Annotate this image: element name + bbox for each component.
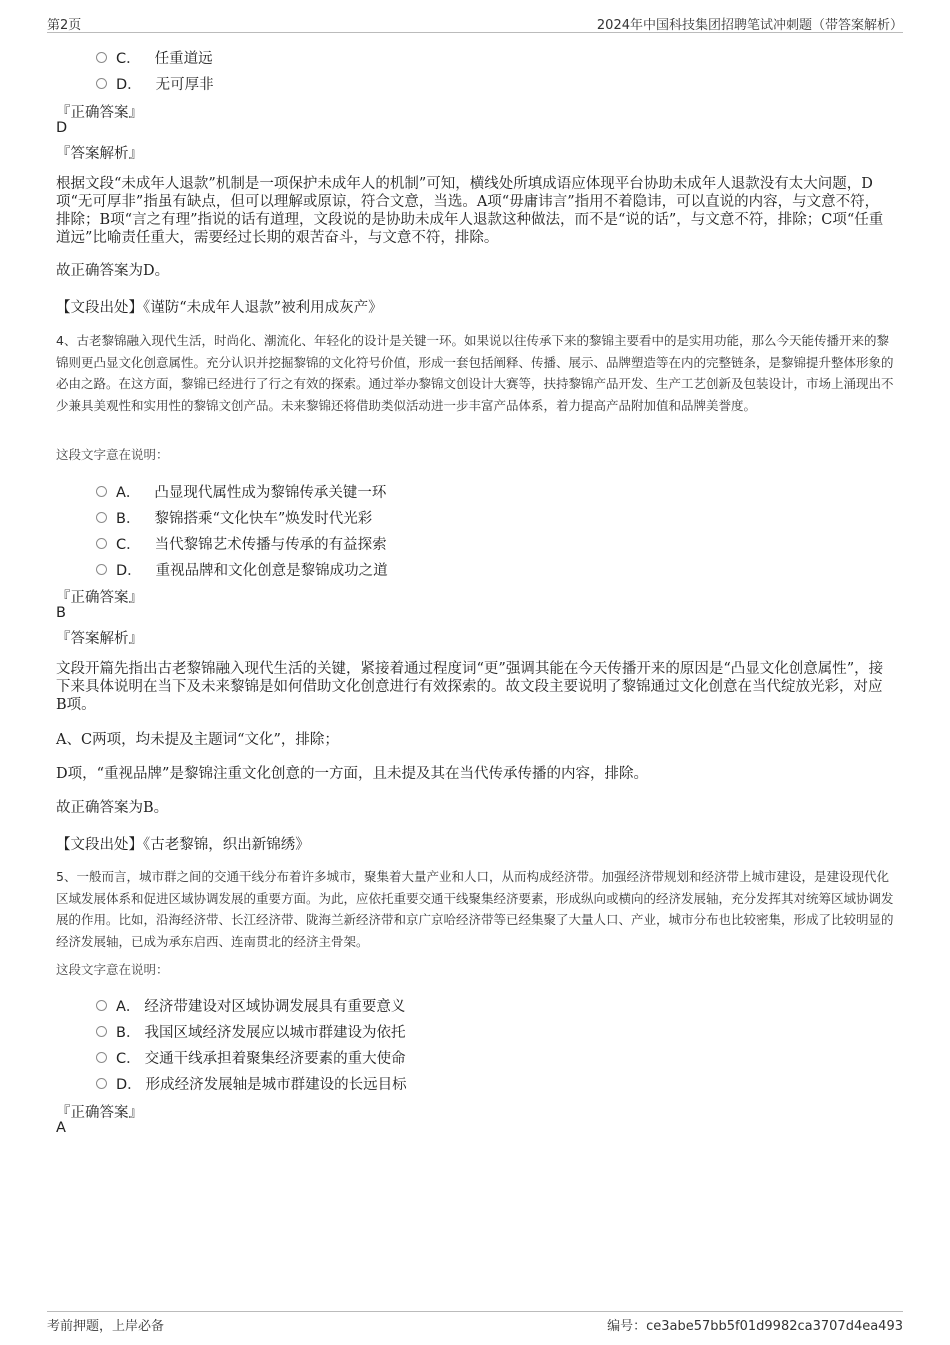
option-d[interactable]: D． 形成经济发展轴是城市群建设的长远目标: [96, 1072, 407, 1094]
page-number: 第2页: [47, 18, 82, 33]
option-a[interactable]: A． 经济带建设对区域协调发展具有重要意义: [96, 994, 405, 1016]
option-c[interactable]: C． 当代黎锦艺术传播与传承的有益探索: [96, 532, 387, 554]
question-text: 古老黎锦融入现代生活，时尚化、潮流化、年轻化的设计是关键一环。如果说以往传承下来的黎锦主要看中的是实用功能，那么今天能传播开来的黎锦则更凸显文化创意属性。充分认识并挖掘黎锦的文化符号价值，形成一套包括阐释、传播、展示、品牌塑造等在内的完整链条，是黎锦提升整体形象的必由之路。在这方面，黎锦已经进行了行之有效的探索。通过举办黎锦文创设计大赛等，扶持黎锦产品开发、生产工艺创新及包装设计，市场上涌现出不少兼具美观性和实用性的黎锦文创产品。未来黎锦还将借助类似活动进一步丰富产品体系，着力提高产品附加值和品牌美誉度。: [56, 333, 894, 413]
conclusion-text: 故正确答案为D。: [56, 263, 170, 279]
document-code: 编号：ce3abe57bb5f01d9982ca3707d4ea493: [607, 1319, 903, 1334]
conclusion-text: 故正确答案为B。: [56, 800, 169, 816]
answer-label: 『正确答案』: [56, 105, 143, 121]
radio-icon[interactable]: [96, 1052, 107, 1063]
option-c[interactable]: C． 交通干线承担着聚集经济要素的重大使命: [96, 1046, 406, 1068]
option-text: 交通干线承担着聚集经济要素的重大使命: [144, 1050, 406, 1067]
option-text: 当代黎锦艺术传播与传承的有益探索: [154, 536, 387, 553]
analysis-text: 根据文段“未成年人退款”机制是一项保护未成年人的机制”可知，横线处所填成语应体现平台协助未成年人退款没有太大问题，D项“无可厚非”指虽有缺点，但可以理解或原谅，符合文意，当选。A项“毋庸讳言”指用不着隐讳，可以直说的内容，与文意不符，排除；B项“言之有理”指说的话有道理，文段说的是协助未成年人退款这种做法，而不是“说的话”，与文意不符，排除；C项“任重道远”比喻责任重大，需要经过长期的艰苦奋斗，与文意不符，排除。: [56, 176, 884, 246]
source-text: 【文段出处】《古老黎锦，织出新锦绣》: [56, 837, 310, 853]
option-text: 无可厚非: [155, 76, 214, 93]
answer-value: D: [56, 120, 68, 136]
option-text: 黎锦搭乘“文化快车”焕发时代光彩: [154, 510, 373, 527]
option-text: 任重道远: [154, 50, 213, 67]
option-d[interactable]: D． 重视品牌和文化创意是黎锦成功之道: [96, 558, 388, 580]
option-d[interactable]: D． 无可厚非: [96, 72, 214, 94]
analysis-text-2: A、C两项，均未提及主题词“文化”，排除；: [56, 732, 339, 748]
option-text: 经济带建设对区域协调发展具有重要意义: [144, 998, 406, 1015]
option-text: 重视品牌和文化创意是黎锦成功之道: [155, 562, 388, 579]
option-c[interactable]: C． 任重道远: [96, 46, 213, 68]
option-b[interactable]: B． 我国区域经济发展应以城市群建设为依托: [96, 1020, 405, 1042]
option-a[interactable]: A． 凸显现代属性成为黎锦传承关键一环: [96, 480, 386, 502]
radio-icon[interactable]: [96, 512, 107, 523]
question-number: 4、: [56, 333, 77, 348]
answer-label: 『正确答案』: [56, 590, 143, 606]
analysis-label: 『答案解析』: [56, 631, 143, 647]
page-footer: [47, 1311, 903, 1336]
radio-icon[interactable]: [96, 538, 107, 549]
answer-value: B: [56, 605, 66, 621]
analysis-text: 文段开篇先指出古老黎锦融入现代生活的关键，紧接着通过程度词“更”强调其能在今天传播开来的原因是“凸显文化创意属性”，接下来具体说明在当下及未来黎锦是如何借助文化创意进行有效探索的。故文段主要说明了黎锦通过文化创意在当代绽放光彩，对应B项。: [56, 661, 884, 713]
answer-value: A: [56, 1120, 66, 1136]
analysis-label: 『答案解析』: [56, 146, 143, 162]
question-prompt: 这段文字意在说明：: [56, 962, 169, 977]
option-b[interactable]: B． 黎锦搭乘“文化快车”焕发时代光彩: [96, 506, 372, 528]
answer-label: 『正确答案』: [56, 1105, 143, 1121]
option-text: 凸显现代属性成为黎锦传承关键一环: [154, 484, 387, 501]
analysis-text-3: D项，“重视品牌”是黎锦注重文化创意的一方面，且未提及其在当代传承传播的内容，排除。: [56, 766, 648, 782]
radio-icon[interactable]: [96, 1000, 107, 1011]
source-text: 【文段出处】《谨防“未成年人退款”被利用成灰产》: [56, 300, 383, 316]
page-header: [47, 10, 903, 33]
radio-icon[interactable]: [96, 1026, 107, 1037]
option-text: 形成经济发展轴是城市群建设的长远目标: [145, 1076, 407, 1093]
footer-slogan: 考前押题，上岸必备: [47, 1319, 165, 1334]
document-title: 2024年中国科技集团招聘笔试冲刺题（带答案解析）: [596, 18, 903, 33]
option-text: 我国区域经济发展应以城市群建设为依托: [144, 1024, 406, 1041]
radio-icon[interactable]: [96, 52, 107, 63]
radio-icon[interactable]: [96, 1078, 107, 1089]
question-4-stem: [56, 330, 894, 416]
radio-icon[interactable]: [96, 564, 107, 575]
radio-icon[interactable]: [96, 78, 107, 89]
question-text: 一般而言，城市群之间的交通干线分布着许多城市，聚集着大量产业和人口，从而构成经济带。加强经济带规划和经济带上城市建设，是建设现代化区域发展体系和促进区域协调发展的重要方面。为此，应依托重要交通干线聚集经济要素，形成纵向或横向的经济发展轴，充分发挥其对统筹区域协调发展的作用。比如，沿海经济带、长江经济带、陇海兰新经济带和京广京哈经济带等已经集聚了大量人口、产业，城市分布也比较密集，形成了比较明显的经济发展轴，已成为承东启西、连南贯北的经济主骨架。: [56, 869, 894, 949]
question-5-stem: [56, 866, 894, 952]
radio-icon[interactable]: [96, 486, 107, 497]
question-prompt: 这段文字意在说明：: [56, 447, 169, 462]
question-number: 5、: [56, 869, 77, 884]
